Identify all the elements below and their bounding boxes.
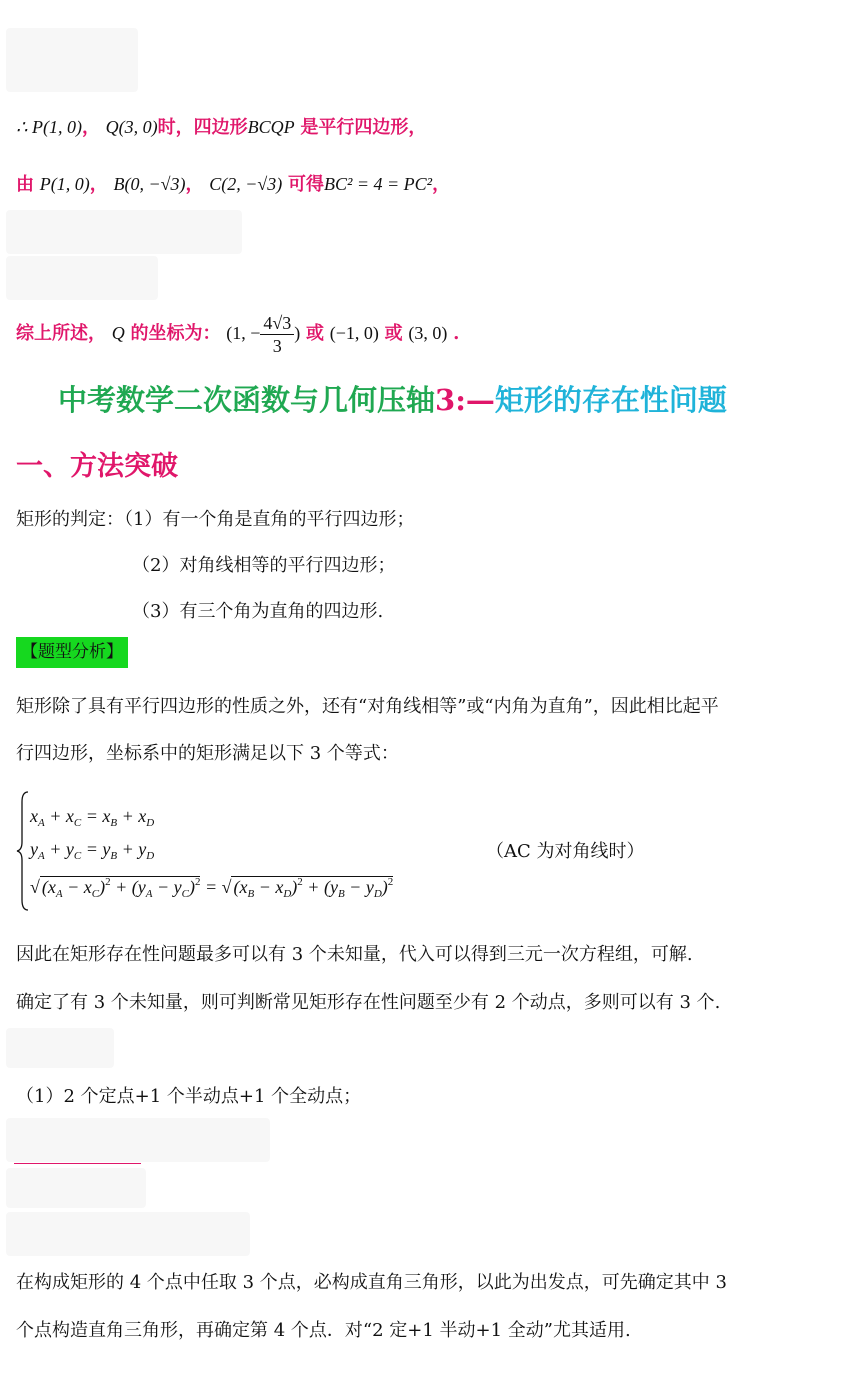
paragraph-line: 确定了有 3 个未知量，则可判断常见矩形存在性问题至少有 2 个动点，多则可以有 3 个. <box>16 992 721 1013</box>
point-q: Q(3, 0) <box>105 117 158 137</box>
blurred-region <box>6 1168 146 1208</box>
type-line: （1）2 个定点+1 个半动点+1 个全动点； <box>16 1086 362 1107</box>
criteria-line-1: 矩形的判定：（1）有一个角是直角的平行四边形； <box>16 509 415 530</box>
distance-equation: BC² = 4 = PC² <box>323 174 433 194</box>
equation-2: $y_A + y_C = y_B + y_D$ <box>30 839 155 862</box>
equation-system <box>16 790 486 912</box>
solution-line-distance: 由 P(1, 0)， B(0, −√3)， C(2, −√3) 可得BC² = 4 = PC²， <box>16 174 451 195</box>
paragraph-line: 行四边形，坐标系中的矩形满足以下 3 个等式： <box>16 743 399 764</box>
point-p: P(1, 0) <box>31 117 82 137</box>
paragraph-line: 矩形除了具有平行四边形的性质之外，还有“对角线相等”或“内角为直角”，因此相比起平 <box>16 696 719 717</box>
solution-line-parallelogram: ∴ P(1, 0)， Q(3, 0)时，四边形BCQP 是平行四边形， <box>16 117 427 138</box>
divider <box>14 1163 141 1164</box>
equation-3: √ $(x_A - x_C)^2 + (y_A - y_C)^2$ = √ $(x_B - x_D)^2 + (y_B - y_D)^2$ <box>30 876 394 900</box>
brace-icon <box>16 790 30 912</box>
paragraph-line: 个点构造直角三角形，再确定第 4 个点．对“2 定+1 半动+1 全动”尤其适用. <box>16 1320 631 1341</box>
section-heading: 一、方法突破 <box>16 451 178 482</box>
equation-1: $x_A + x_C = x_B + x_D$ <box>30 806 155 829</box>
blurred-region <box>6 1118 270 1162</box>
conclusion-line: 综上所述， Q 的坐标为： (1, − $\frac{4√3}{3}$ ) 或 (−1, 0) 或 (3, 0) . <box>16 312 460 356</box>
paragraph-line: 因此在矩形存在性问题最多可以有 3 个未知量，代入可以得到三元一次方程组，可解. <box>16 944 693 965</box>
blurred-region <box>6 210 242 254</box>
quad-name: BCQP <box>247 117 295 137</box>
page-title: 中考数学二次函数与几何压轴3:—矩形的存在性问题 <box>58 383 727 417</box>
point-c: C(2, −√3) <box>209 174 283 194</box>
diagonal-note: （AC 为对角线时） <box>486 841 645 862</box>
section-tag: 【题型分析】 <box>16 637 128 662</box>
blurred-region <box>6 256 158 300</box>
blurred-region <box>6 1212 250 1256</box>
point-b: B(0, −√3) <box>113 174 186 194</box>
point-p: P(1, 0) <box>39 174 90 194</box>
paragraph-line: 在构成矩形的 4 个点中任取 3 个点，必构成直角三角形，以此为出发点，可先确定其中 3 <box>16 1272 727 1293</box>
fraction: $\frac{4√3}{3}$ <box>260 312 294 357</box>
criteria-line-2: （2）对角线相等的平行四边形； <box>132 555 396 576</box>
blurred-region <box>6 1028 114 1068</box>
blurred-region <box>6 28 138 92</box>
criteria-line-3: （3）有三个角为直角的四边形. <box>132 601 384 622</box>
